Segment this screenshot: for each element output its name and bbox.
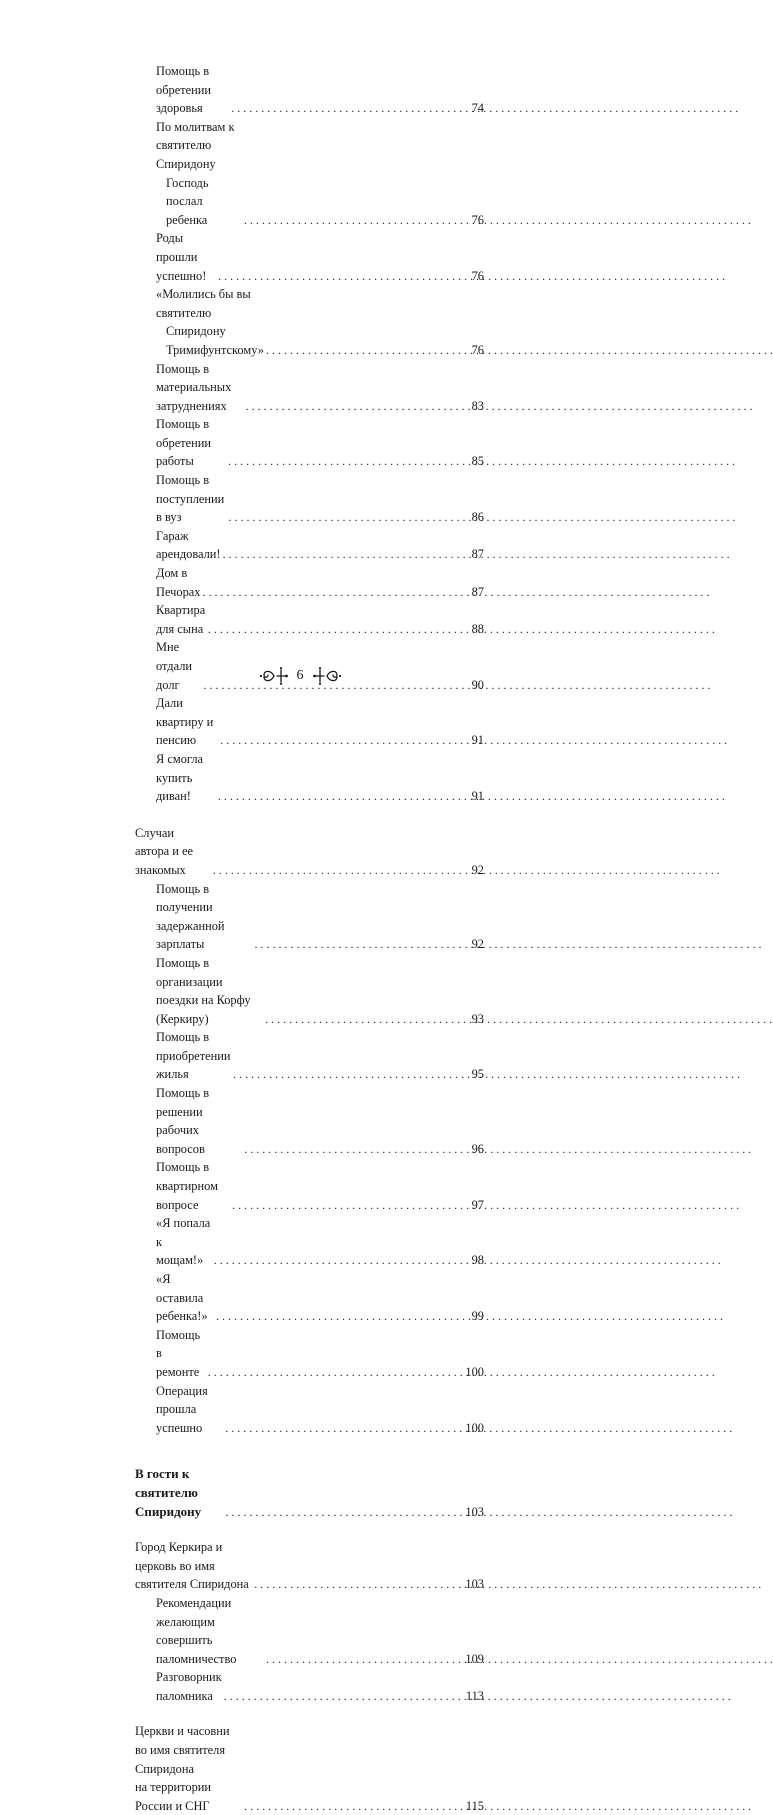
dot-leader: [254, 1575, 461, 1594]
dot-leader: [225, 1419, 461, 1438]
entry-page: 76: [471, 268, 484, 283]
entry-title: «Молились бы вы святителю: [156, 287, 251, 320]
toc-entry[interactable]: [135, 1594, 484, 1668]
entry-title-cont: Спиридону Тримифунтскому»: [166, 324, 264, 357]
heading-title-cont: на территории России и СНГ: [135, 1780, 212, 1813]
dot-leader: [228, 452, 462, 471]
toc-entry[interactable]: [135, 62, 484, 118]
dot-leader: [225, 1503, 461, 1522]
toc-entry[interactable]: [135, 880, 484, 954]
entry-title: Помощь в обретении здоровья: [156, 64, 212, 116]
dot-leader: [218, 787, 462, 806]
entry-title: Помощь в обретении работы: [156, 417, 212, 469]
page-footer: [0, 666, 600, 686]
toc-section: [135, 1465, 484, 1521]
entry-page: 87: [471, 547, 484, 562]
dot-leader: [202, 583, 462, 602]
toc-entry[interactable]: [135, 1326, 484, 1382]
entry-title: Операция прошла успешно: [156, 1383, 208, 1435]
dot-leader: [208, 620, 462, 639]
page-number: 6: [296, 668, 304, 683]
entry-title: Гараж арендовали!: [156, 528, 221, 562]
entry-page: 85: [471, 454, 484, 469]
toc-entry[interactable]: [135, 1214, 484, 1270]
dot-leader: [244, 1140, 462, 1159]
entry-title: Разговорник паломника: [156, 1670, 222, 1703]
entry-title: Квартира для сына: [156, 603, 206, 636]
entry-page: 97: [471, 1197, 484, 1212]
entry-title: Помощь в квартирном вопросе: [156, 1160, 218, 1212]
entry-title-cont: Господь послал ребенка: [166, 175, 209, 227]
toc-entry[interactable]: [135, 118, 484, 230]
heading-page: 103: [465, 1577, 484, 1592]
entry-title: Помощь в ремонте: [156, 1327, 201, 1379]
toc-entry[interactable]: [135, 1084, 484, 1158]
entry-title: Я смогла купить диван!: [156, 751, 204, 804]
dot-leader: [232, 1196, 462, 1215]
entry-title: Мне отдали долг: [156, 640, 193, 692]
toc-heading[interactable]: [135, 1722, 484, 1815]
dot-leader: [216, 1307, 462, 1326]
toc-heading[interactable]: [135, 824, 484, 880]
entry-page: 87: [471, 584, 484, 599]
heading-title: Город Керкира и церковь во имя святителя Спиридона: [135, 1540, 249, 1592]
entry-title: Помощь в приобретении жилья: [156, 1030, 231, 1082]
dot-leader: [223, 545, 462, 564]
toc-entry[interactable]: [135, 415, 484, 471]
section-spacer: [135, 1437, 484, 1465]
toc-entry[interactable]: [135, 471, 484, 527]
section-spacer: [135, 1521, 484, 1538]
entry-page: 76: [471, 212, 484, 227]
toc-entry[interactable]: [135, 750, 484, 806]
toc-entry[interactable]: [135, 1028, 484, 1084]
dot-leader: [266, 1650, 461, 1669]
dot-leader: [214, 1251, 462, 1270]
entry-page: 98: [471, 1253, 484, 1268]
toc-entry[interactable]: [135, 285, 484, 359]
toc-entry[interactable]: [135, 694, 484, 750]
dot-leader: [218, 267, 462, 286]
entry-title: Помощь в поступлении в вуз: [156, 473, 225, 525]
entry-page: 74: [471, 101, 484, 116]
dot-leader: [208, 1363, 462, 1382]
entry-page: 100: [465, 1364, 484, 1379]
part-title: В гости к святителю Спиридону: [135, 1466, 202, 1519]
dot-leader: [255, 935, 462, 954]
left-ornament-icon: [259, 666, 289, 686]
table-of-contents: [135, 62, 484, 1815]
dot-leader: [231, 99, 462, 118]
toc-entry[interactable]: [135, 229, 484, 285]
part-page: 103: [465, 1504, 484, 1519]
toc-entry[interactable]: [135, 360, 484, 416]
entry-title: «Я попала к мощам!»: [156, 1216, 211, 1268]
heading-title: Случаи автора и ее знакомых: [135, 825, 194, 877]
toc-entry[interactable]: [135, 1668, 484, 1705]
heading-page: 115: [465, 1798, 484, 1813]
toc-entry[interactable]: [135, 1382, 484, 1438]
entry-page: 76: [471, 342, 484, 357]
dot-leader: [244, 1797, 462, 1815]
entry-title: Рекомендации желающим совершить паломничество: [156, 1595, 237, 1666]
toc-entry[interactable]: [135, 1158, 484, 1214]
entry-title: Помощь в материальных затруднениях: [156, 361, 232, 413]
section-spacer: [135, 1705, 484, 1722]
dot-leader: [213, 861, 462, 880]
entry-title: Помощь в решении рабочих вопросов: [156, 1086, 210, 1156]
entry-title: Помощь в организации поездки на Корфу (Керкиру): [156, 955, 251, 1026]
entry-title: Помощь в получении задержанной зарплаты: [156, 881, 225, 952]
toc-entry[interactable]: [135, 564, 484, 601]
dot-leader: [266, 341, 462, 360]
section-spacer: [135, 806, 484, 824]
dot-leader: [246, 397, 462, 416]
entry-page: 100: [465, 1420, 484, 1435]
entry-title: Дали квартиру и пенсию: [156, 696, 214, 748]
dot-leader: [265, 1010, 462, 1029]
toc-section: [135, 1722, 484, 1815]
toc-section: [135, 62, 484, 806]
toc-section: [135, 1538, 484, 1705]
toc-part-heading[interactable]: [135, 1465, 484, 1521]
dot-leader: [224, 1687, 462, 1706]
entry-title: Роды прошли успешно!: [156, 231, 207, 283]
entry-page: 95: [471, 1067, 484, 1082]
entry-page: 99: [471, 1309, 484, 1324]
heading-page: 92: [471, 862, 484, 877]
entry-page: 113: [465, 1688, 484, 1703]
entry-page: 88: [471, 621, 484, 636]
heading-title: Церкви и часовни во имя святителя Спиридона: [135, 1724, 230, 1776]
toc-entry[interactable]: [135, 601, 484, 638]
right-ornament-icon: [312, 666, 342, 686]
dot-leader: [233, 1065, 462, 1084]
entry-page: 93: [471, 1011, 484, 1026]
toc-entry[interactable]: [135, 527, 484, 564]
dot-leader: [220, 731, 462, 750]
entry-page: 90: [471, 677, 484, 692]
toc-entry[interactable]: [135, 954, 484, 1028]
entry-page: 109: [465, 1651, 484, 1666]
toc-entry[interactable]: [135, 1270, 484, 1326]
entry-page: 91: [471, 789, 484, 804]
entry-page: 86: [471, 510, 484, 525]
entry-page: 96: [471, 1141, 484, 1156]
entry-title: Дом в Печорах: [156, 566, 201, 599]
dot-leader: [244, 211, 462, 230]
entry-page: 83: [471, 398, 484, 413]
entry-page: 91: [471, 733, 484, 748]
toc-section: [135, 824, 484, 1438]
entry-title: «Я оставила ребенка!»: [156, 1272, 208, 1324]
dot-leader: [228, 508, 462, 527]
entry-page: 92: [471, 937, 484, 952]
toc-heading[interactable]: [135, 1538, 484, 1594]
entry-title: По молитвам к святителю Спиридону: [156, 119, 235, 171]
